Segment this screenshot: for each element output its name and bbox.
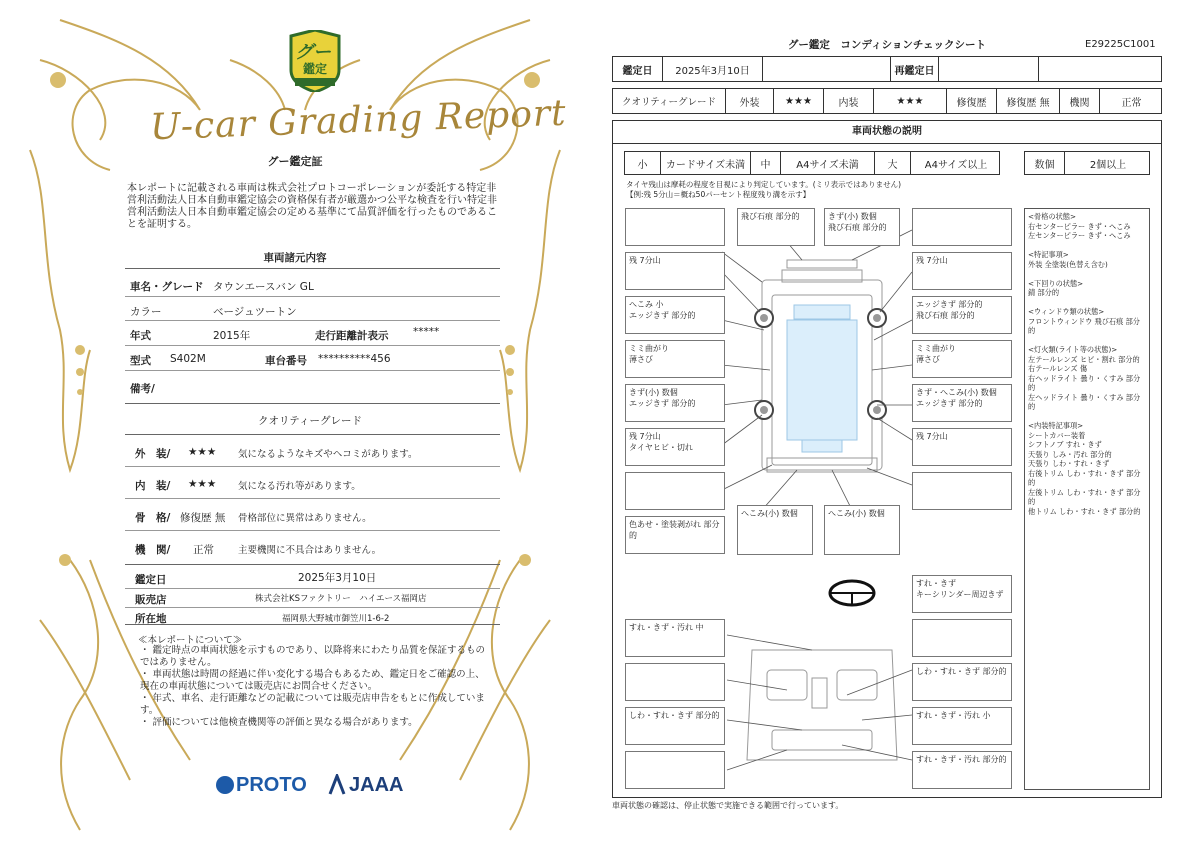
ext-note-box: きず(小) 数個 飛び石痕 部分的 <box>824 208 900 246</box>
certificate-intro: 本レポートに記載される車両は株式会社プロトコーポレーションが委託する特定非営利活動法人日本自動車鑑定協会の資格保有者が厳選かつ公平な検査を行い特定非営利活動法人日本自動車鑑定協会の定める基準にて品質評価を行ったものであることを証明する。 <box>127 183 497 230</box>
chassis-value: **********456 <box>318 353 391 365</box>
int-note-box: しわ・すれ・きず 部分的 <box>912 663 1012 701</box>
sheet-doc-id: E29225C1001 <box>1085 39 1156 50</box>
proto-logo-icon <box>216 776 234 794</box>
section-title: 車両状態の説明 <box>612 120 1162 144</box>
count-label: 数個 <box>1025 152 1065 174</box>
grade-frame-label: 骨 格/ <box>135 512 171 524</box>
model-label: 型式 <box>130 355 151 367</box>
sheet-grade-label: クオリティーグレード <box>613 89 726 113</box>
color-value: ベージュツートン <box>213 306 297 318</box>
sheet-date-row <box>612 56 1162 82</box>
address-label: 所在地 <box>135 613 167 625</box>
car-name-value: タウンエースバン GL <box>213 281 314 293</box>
count-value: 2個以上 <box>1089 159 1127 171</box>
summary-line: <骨格の状態> <box>1028 212 1076 221</box>
count-legend <box>1024 151 1150 175</box>
grade-ext-label: 外 装/ <box>135 448 171 460</box>
sheet-footer-note: 車両状態の確認は、停止状態で実施できる範囲で行っています。 <box>612 801 844 810</box>
summary-line: <内装特記事項> <box>1028 421 1084 430</box>
summary-line: <灯火類(ライト等の状態)> <box>1028 345 1118 354</box>
ext-note-box: きず・へこみ(小) 数個 エッジきず 部分的 <box>912 384 1012 422</box>
sheet-repair-value: 修復歴 無 <box>997 89 1060 113</box>
summary-line: 右センターピラー きず・へこみ <box>1028 221 1131 231</box>
summary-line: 右テールレンズ 傷 <box>1028 364 1088 373</box>
grade-int-label: 内 装/ <box>135 480 171 492</box>
summary-line: 他トリム しわ・すれ・きず 部分的 <box>1028 506 1141 516</box>
int-note-box: すれ・きず・汚れ 中 <box>625 619 725 657</box>
legend-medium: 中 <box>751 152 781 174</box>
grade-heading: クオリティーグレード <box>258 415 362 427</box>
summary-line: フロントウィンドウ 飛び石痕 部分的 <box>1028 316 1140 335</box>
ext-note-box: 飛び石痕 部分的 <box>737 208 815 246</box>
ext-note-box: 色あせ・塗装剥がれ 部分的 <box>625 516 725 554</box>
grade-ext-comment: 気になるようなキズやヘコミがあります。 <box>238 449 418 460</box>
grade-int-comment: 気になる汚れ等があります。 <box>238 481 361 492</box>
summary-line: 天張り しみ・汚れ 部分的 <box>1028 449 1112 459</box>
condition-summary-panel <box>1024 208 1150 790</box>
grade-frame-comment: 骨格部位に異常はありません。 <box>238 513 372 524</box>
notice-item: ・ 年式、車名、走行距離などの記載については販売店申告をもとに作成しています。 <box>140 693 485 716</box>
ext-note-box: 残 7分山 タイヤヒビ・切れ <box>625 428 725 466</box>
summary-line: 右後トリム しわ・すれ・きず 部分的 <box>1028 468 1141 487</box>
summary-line <box>1028 241 1146 251</box>
notice-title: ≪本レポートについて≫ <box>138 635 243 646</box>
ext-note-box: 残 7分山 <box>912 428 1012 466</box>
sheet-engine-label: 機関 <box>1060 89 1100 113</box>
model-value: S402M <box>170 353 206 365</box>
goo-kantei-badge <box>287 30 343 92</box>
date-label: 鑑定日 <box>135 574 167 586</box>
shop-value: 株式会社KSファクトリー ハイエース福岡店 <box>255 594 427 604</box>
summary-line: <ウィンドウ類の状態> <box>1028 307 1105 316</box>
notice-list <box>140 645 490 729</box>
ext-note-box: 残 7分山 <box>625 252 725 290</box>
ext-note-box <box>625 472 725 510</box>
tire-note: タイヤ残山は摩耗の程度を目視により判定しています。(ミリ表示ではありません) <box>626 180 902 189</box>
grade-ext-value: ★★★ <box>188 446 217 458</box>
grade-engine-label: 機 関/ <box>135 544 171 556</box>
ext-note-box: ミミ曲がり 薄さび <box>912 340 1012 378</box>
int-note-box <box>625 663 725 701</box>
summary-line: 右ヘッドライト 曇り・くすみ 部分的 <box>1028 373 1141 392</box>
ext-note-box: 残 7分山 <box>912 252 1012 290</box>
notice-item: ・ 車両状態は時間の経過に伴い変化する場合もあるため、鑑定日をご確認の上、現在の車両状態については販売店にお問合せください。 <box>140 669 485 692</box>
summary-line <box>1028 336 1146 346</box>
notice-item: ・ 鑑定時点の車両状態を示すものであり、以降将来にわたり品質を保証するものではありません。 <box>140 645 486 668</box>
sheet-ext-value: ★★★ <box>774 89 824 113</box>
sheet-redate-label: 再鑑定日 <box>891 57 939 81</box>
sheet-repair-label: 修復歴 <box>947 89 997 113</box>
int-note-box <box>912 619 1012 657</box>
size-legend <box>624 151 1000 175</box>
proto-logo-text: PROTO <box>236 773 307 796</box>
summary-line <box>1028 269 1146 279</box>
jaaa-logo-text: JAAA <box>349 773 404 796</box>
summary-line <box>1028 298 1146 308</box>
car-name-label: 車名・グレード <box>130 281 204 293</box>
ext-note-box: へこみ 小 エッジきず 部分的 <box>625 296 725 334</box>
int-note-box: すれ・きず キーシリンダー周辺きず <box>912 575 1012 613</box>
ext-note-box <box>912 208 1012 246</box>
legend-large-desc: A4サイズ以上 <box>924 159 988 171</box>
year-value: 2015年 <box>213 330 251 342</box>
sheet-int-value: ★★★ <box>874 89 947 113</box>
summary-line: 左センターピラー きず・へこみ <box>1028 231 1131 240</box>
notice-item: ・ 評価については他検査機関等の評価と異なる場合があります。 <box>140 717 418 728</box>
summary-line: <下回りの状態> <box>1028 278 1084 288</box>
summary-line <box>1028 412 1146 422</box>
proto-logo <box>216 772 307 798</box>
ext-note-box: へこみ(小) 数個 <box>824 505 900 555</box>
legend-small-desc: カードサイズ未満 <box>661 152 751 174</box>
legend-large: 大 <box>875 152 911 174</box>
legend-small: 小 <box>625 152 661 174</box>
summary-line: 左ヘッドライト 曇り・くすみ 部分的 <box>1028 392 1141 411</box>
shop-label: 販売店 <box>135 594 167 606</box>
sheet-date-label: 鑑定日 <box>613 57 663 81</box>
ext-note-box <box>625 208 725 246</box>
int-note-box: すれ・きず・汚れ 部分的 <box>912 751 1012 789</box>
notes-label: 備考/ <box>130 383 155 395</box>
badge-top-text: グー <box>295 42 331 63</box>
sheet-ext-label: 外装 <box>726 89 774 113</box>
ext-note-box: エッジきず 部分的 飛び石痕 部分的 <box>912 296 1012 334</box>
address-value: 福岡県大野城市御笠川1-6-2 <box>282 614 390 624</box>
sheet-engine-value: 正常 <box>1121 97 1142 109</box>
int-note-box <box>625 751 725 789</box>
ext-note-box: きず(小) 数個 エッジきず 部分的 <box>625 384 725 422</box>
sheet-title: グー鑑定 コンディションチェックシート <box>787 39 987 51</box>
mileage-value: ***** <box>413 326 440 338</box>
ext-note-box <box>912 472 1012 510</box>
ext-note-box: ミミ曲がり 薄さび <box>625 340 725 378</box>
summary-line: 錆 部分的 <box>1028 288 1060 297</box>
jaaa-logo-icon <box>328 774 346 796</box>
summary-line: 左テールレンズ ヒビ・割れ 部分的 <box>1028 354 1140 364</box>
int-note-box: すれ・きず・汚れ 小 <box>912 707 1012 745</box>
grade-int-value: ★★★ <box>188 478 217 490</box>
grade-frame-value: 修復歴 無 <box>180 512 226 524</box>
grade-engine-comment: 主要機関に不具合はありません。 <box>238 545 382 556</box>
ext-note-box: へこみ(小) 数個 <box>737 505 813 555</box>
sheet-grade-row <box>612 88 1162 114</box>
sheet-date-value: 2025年3月10日 <box>663 57 763 81</box>
badge-bottom-text: 鑑定 <box>303 62 328 76</box>
legend-medium-desc: A4サイズ未満 <box>781 152 875 174</box>
summary-line: シフトノブ すれ・きず <box>1028 440 1102 449</box>
chassis-label: 車台番号 <box>265 355 307 367</box>
mileage-label: 走行距離計表示 <box>315 330 389 342</box>
jaaa-logo <box>328 772 403 798</box>
summary-line: シートカバー装着 <box>1028 430 1086 440</box>
certificate-title: U-car Grading Report <box>149 92 568 149</box>
summary-line: 左後トリム しわ・すれ・きず 部分的 <box>1028 487 1141 506</box>
color-label: カラー <box>130 306 162 318</box>
summary-line: 天張り しわ・すれ・きず <box>1028 459 1110 468</box>
tire-note-example: 【例:残 5分山＝概ね50パーセント程度残り溝を示す】 <box>626 190 811 199</box>
summary-line: <特記事項> <box>1028 250 1069 259</box>
certificate-subtitle: グー鑑定証 <box>267 155 323 168</box>
summary-line: 外装 全塗装(色替え含む) <box>1028 259 1108 269</box>
year-label: 年式 <box>130 330 151 342</box>
sheet-int-label: 内装 <box>824 89 874 113</box>
int-note-box: しわ・すれ・きず 部分的 <box>625 707 725 745</box>
specs-heading: 車両諸元内容 <box>263 252 327 264</box>
date-value: 2025年3月10日 <box>298 572 377 584</box>
grade-engine-value: 正常 <box>193 544 214 556</box>
